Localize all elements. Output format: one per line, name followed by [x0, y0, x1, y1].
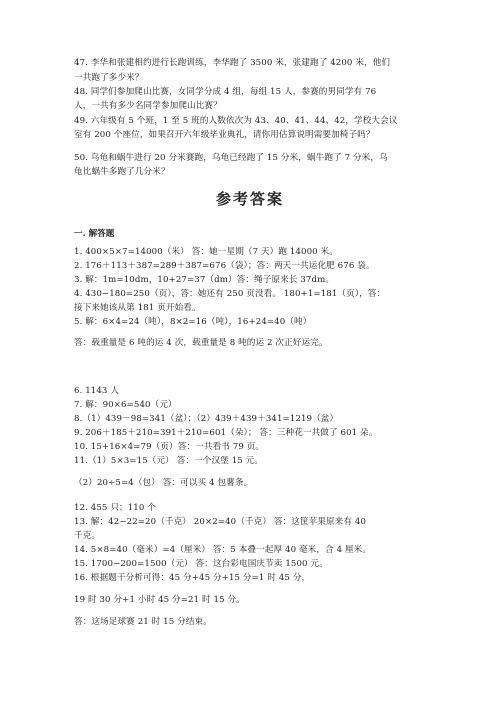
answer-14: 14. 5×8=40（毫米）=4（厘米） 答：5 本叠一起厚 40 毫米，合 4 厘米。 [74, 545, 372, 555]
question-48-line-1: 48. 同学们参加爬山比赛，女同学分成 4 组，每组 15 人，参赛的男同学有 76 [74, 87, 377, 97]
question-49-line-1: 49. 六年级有 5 个班，1 至 5 班的人数依次为 43、40、41、44、42，学校大会议 [74, 116, 398, 126]
answer-2: 2. 176＋113＋387=289＋387=676（袋）；答：两天一共运化肥 676 袋。 [74, 261, 375, 271]
answer-16-line-1: 16. 根据题干分析可得：45 分+45 分+15 分=1 时 45 分， [74, 573, 311, 583]
answer-15: 15. 1700−200=1500（元） 答：这台彩电国庆节卖 1500 元。 [74, 559, 328, 569]
answer-13-line-2: 千克。 [74, 531, 101, 541]
answer-11-part-2: （2）20÷5=4（包） 答：可以买 4 包薯条。 [74, 478, 253, 488]
question-48-line-2: 人，一共有多少名同学参加爬山比赛？ [74, 101, 222, 111]
question-50-line-2: 龟比蜗牛多跑了几分米？ [74, 167, 170, 177]
answer-3: 3. 解：1m=10dm，10+27=37（dm）答：绳子原来长 37dm。 [74, 275, 335, 285]
answer-4-line-2: 接下来她该从第 181 页开始看。 [74, 303, 201, 313]
answer-1: 1. 400×5×7=14000（米） 答：她一星期（7 天）跑 14000 米。 [74, 247, 338, 257]
answer-5-conclusion: 答：载重量是 6 吨的运 4 次，载重量是 8 吨的运 2 次正好运完。 [74, 338, 328, 348]
answer-title: 参考答案 [215, 190, 284, 208]
answer-6: 6. 1143 人 [74, 386, 120, 396]
answer-7: 7. 解：90×6=540（元） [74, 400, 177, 410]
answer-16-conclusion: 答：这场足球赛 21 时 15 分结束。 [74, 617, 212, 627]
question-49-line-2: 室有 200 个座位，如果召开六年级毕业典礼，请你用估算说明需要加椅子吗？ [74, 130, 375, 140]
answer-12: 12. 455 只；110 个 [74, 503, 156, 513]
answer-4-line-1: 4. 430−180=250（页），答：她还有 250 页没看。 180+1=181（页），答： [74, 289, 386, 299]
question-47-line-2: 一共跑了多少米？ [74, 73, 144, 83]
question-47-line-1: 47. 李华和张建相约进行长跑训练，李华跑了 3500 米，张建跑了 4200 米，他们 [74, 58, 391, 68]
answer-5: 5. 解：6×4=24（吨），8×2=16（吨），16+24=40（吨） [74, 317, 312, 327]
section-title: 一. 解答题 [74, 229, 115, 239]
question-50-line-1: 50. 乌龟和蜗牛进行 20 分米赛跑，乌龟已经跑了 15 分米，蜗牛跑了 7 分米，乌 [74, 153, 388, 163]
answer-11-part-1: 11.（1）5×3=15（元） 答：一个汉堡 15 元。 [74, 456, 264, 466]
answer-8: 8.（1）439－98=341（盆）；（2）439＋439＋341=1219（盆） [74, 414, 339, 424]
answer-13-line-1: 13. 解：42−22=20（千克） 20×2=40（千克） 答：这筐苹果原来有 40 [74, 517, 367, 527]
answer-16-line-2: 19 时 30 分+1 小时 45 分=21 时 15 分。 [74, 595, 245, 605]
answer-9: 9. 206＋185＋210=391＋210=601（朵）； 答：三种花一共做了 601 朵。 [74, 428, 378, 438]
answer-10: 10. 15+16×4=79（页）答：一共看书 79 页。 [74, 442, 265, 452]
